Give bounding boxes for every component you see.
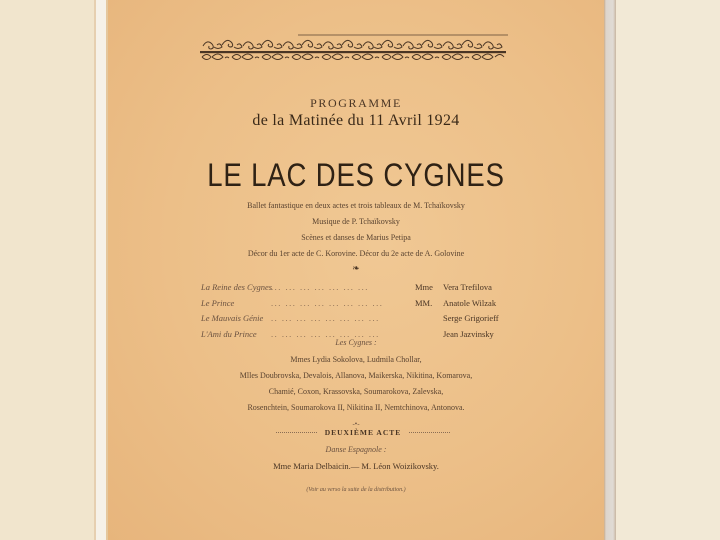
frame-right-edge <box>604 0 616 540</box>
mat-left <box>0 0 94 540</box>
credit-music: Musique de P. Tchaïkovsky <box>312 217 400 226</box>
cygnes-line: Mlles Doubrovska, Devalois, Allanova, Maikerska, Nikitina, Komarova, <box>239 371 473 380</box>
dotted-rule <box>409 432 450 433</box>
cygnes-line: Rosenchtein, Soumarokova II, Nikitina II, Nemtchinova, Antonova. <box>247 403 465 412</box>
leader-dots: ... ... ... ... ... ... ... ... <box>271 297 384 308</box>
separator-icon: -•- <box>352 420 360 428</box>
ballet-title: LE LAC DES CYGNES <box>207 157 505 193</box>
danse-dancers: Mme Maria Delbaicin.— M. Léon Woizikovsky. <box>273 461 439 471</box>
credit-choreography: Scènes et danses de Marius Petipa <box>301 233 411 242</box>
actor-name: Serge Grigorieff <box>443 313 499 323</box>
honorific: MM. <box>415 297 433 308</box>
cygnes-heading: Les Cygnes : <box>335 338 377 347</box>
leader-dots: .. ... ... ... ... ... ... ... <box>271 328 380 339</box>
danse-heading: Danse Espagnole : <box>325 445 387 454</box>
programme-heading: PROGRAMME <box>310 96 402 110</box>
act2-label: DEUXIÈME ACTE <box>324 427 402 437</box>
cast-list <box>201 282 521 344</box>
cygnes-line: Mmes Lydia Sokolova, Ludmila Chollar, <box>290 355 422 364</box>
role: L'Ami du Prince <box>201 328 257 339</box>
leader-dots: .. ... ... ... ... ... ... ... <box>271 313 380 323</box>
fleuron-icon: ❧ <box>352 263 360 273</box>
matinee-date: de la Matinée du 11 Avril 1924 <box>252 112 460 129</box>
leader-dots: ... ... ... ... ... ... ... <box>271 282 369 292</box>
cygnes-line: Chamié, Coxon, Krassovska, Soumarokova, Zalevska, <box>268 387 444 396</box>
cast-row <box>201 282 521 298</box>
actor-name: Vera Trefilova <box>443 282 492 292</box>
actor-name: Anatole Wilzak <box>443 297 497 308</box>
honorific: Mme <box>415 282 433 292</box>
credit-decor: Décor du 1er acte de C. Korovine. Décor du 2e acte de A. Golovine <box>247 249 465 258</box>
dotted-rule <box>276 432 317 433</box>
role: Le Prince <box>201 297 235 308</box>
mat-right <box>616 0 720 540</box>
role: La Reine des Cygnes <box>201 282 273 292</box>
role: Le Mauvais Génie <box>201 313 264 323</box>
act2-heading <box>276 425 450 439</box>
program-document <box>108 0 604 540</box>
cast-row <box>201 298 521 314</box>
actor-name: Jean Jazvinsky <box>443 328 494 339</box>
frame-white-strip <box>96 0 106 540</box>
scroll-ornament-icon <box>198 33 508 63</box>
footer-note: (Voir au verso la suite de la distribution.) <box>306 487 406 493</box>
cast-row <box>201 313 521 329</box>
credit-ballet: Ballet fantastique en deux actes et trois tableaux de M. Tchaïkovsky <box>247 201 465 210</box>
